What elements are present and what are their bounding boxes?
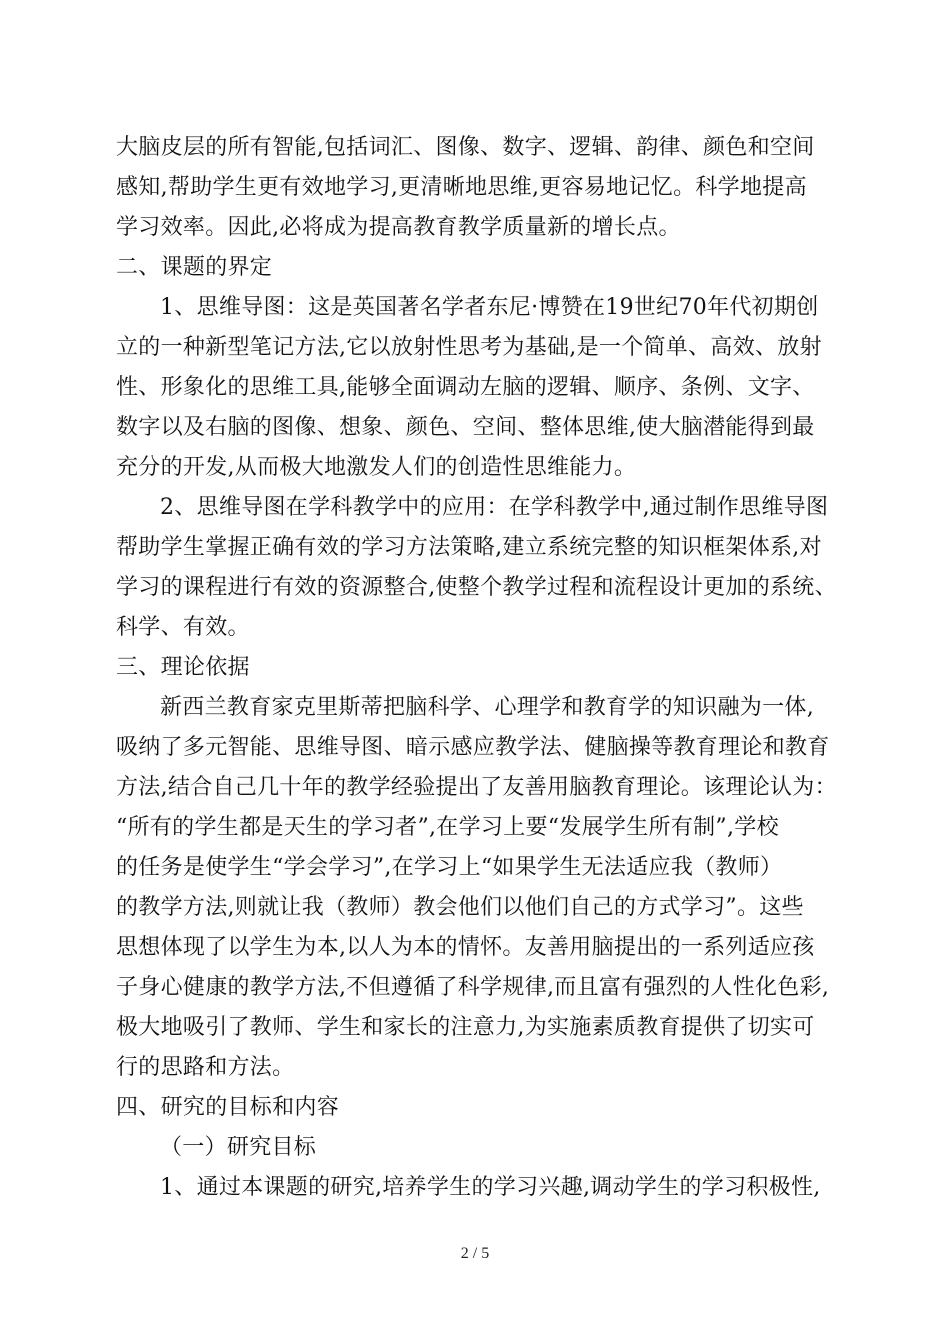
section-heading: 四、研究的目标和内容	[116, 1095, 340, 1120]
text-line: 充分的开发,从而极大地激发人们的创造性思维能力。	[116, 455, 637, 480]
text-line: 吸纳了多元智能、思维导图、暗示感应教学法、健脑操等教育理论和教育	[116, 735, 830, 760]
text-line: 性、形象化的思维工具,能够全面调动左脑的逻辑、顺序、条例、文字、	[116, 375, 815, 400]
text-line: “所有的学生都是天生的学习者”,在学习上要“发展学生所有制”,学校	[116, 815, 779, 840]
paragraph-start: 新西兰教育家克里斯蒂把脑科学、心理学和教育学的知识融为一体,	[160, 695, 814, 720]
page-number: 2 / 5	[460, 1245, 490, 1262]
section-heading: 二、课题的界定	[116, 255, 273, 280]
subsection-heading: （一）研究目标	[160, 1135, 317, 1160]
section-heading: 三、理论依据	[116, 655, 250, 680]
text-line: 帮助学生掌握正确有效的学习方法策略,建立系统完整的知识框架体系,对	[116, 535, 822, 560]
paragraph-start: 1、通过本课题的研究,培养学生的学习兴趣,调动学生的学习积极性,	[160, 1175, 821, 1200]
text-line: 的教学方法,则就让我（教师）教会他们以他们自己的方式学习”。这些	[116, 895, 804, 920]
text-line: 立的一种新型笔记方法,它以放射性思考为基础,是一个简单、高效、放射	[116, 335, 822, 360]
text-line: 极大地吸引了教师、学生和家长的注意力,为实施素质教育提供了切实可	[116, 1015, 815, 1040]
text-line: 学习的课程进行有效的资源整合,使整个教学过程和流程设计更加的系统、	[116, 575, 837, 600]
text-line: 数字以及右脑的图像、想象、颜色、空间、整体思维,使大脑潜能得到最	[116, 415, 815, 440]
paragraph-start: 1、思维导图：这是英国著名学者东尼·博赞在19世纪70年代初期创	[160, 295, 819, 320]
text-line: 方法,结合自己几十年的教学经验提出了友善用脑教育理论。该理论认为：	[116, 775, 837, 800]
text-line: 大脑皮层的所有智能,包括词汇、图像、数字、逻辑、韵律、颜色和空间	[116, 135, 815, 160]
text-line: 思想体现了以学生为本,以人为本的情怀。友善用脑提出的一系列适应孩	[116, 935, 815, 960]
text-line: 的任务是使学生“学会学习”,在学习上“如果学生无法适应我（教师）	[116, 855, 783, 880]
text-line: 感知,帮助学生更有效地学习,更清晰地思维,更容易地记忆。科学地提高	[116, 175, 807, 200]
text-line: 科学、有效。	[116, 615, 250, 640]
text-line: 行的思路和方法。	[116, 1055, 295, 1080]
paragraph-start: 2、思维导图在学科教学中的应用：在学科教学中,通过制作思维导图	[160, 495, 829, 520]
text-line: 子身心健康的教学方法,不但遵循了科学规律,而且富有强烈的人性化色彩,	[116, 975, 830, 1000]
text-line: 学习效率。因此,必将成为提高教育教学质量新的增长点。	[116, 215, 681, 240]
